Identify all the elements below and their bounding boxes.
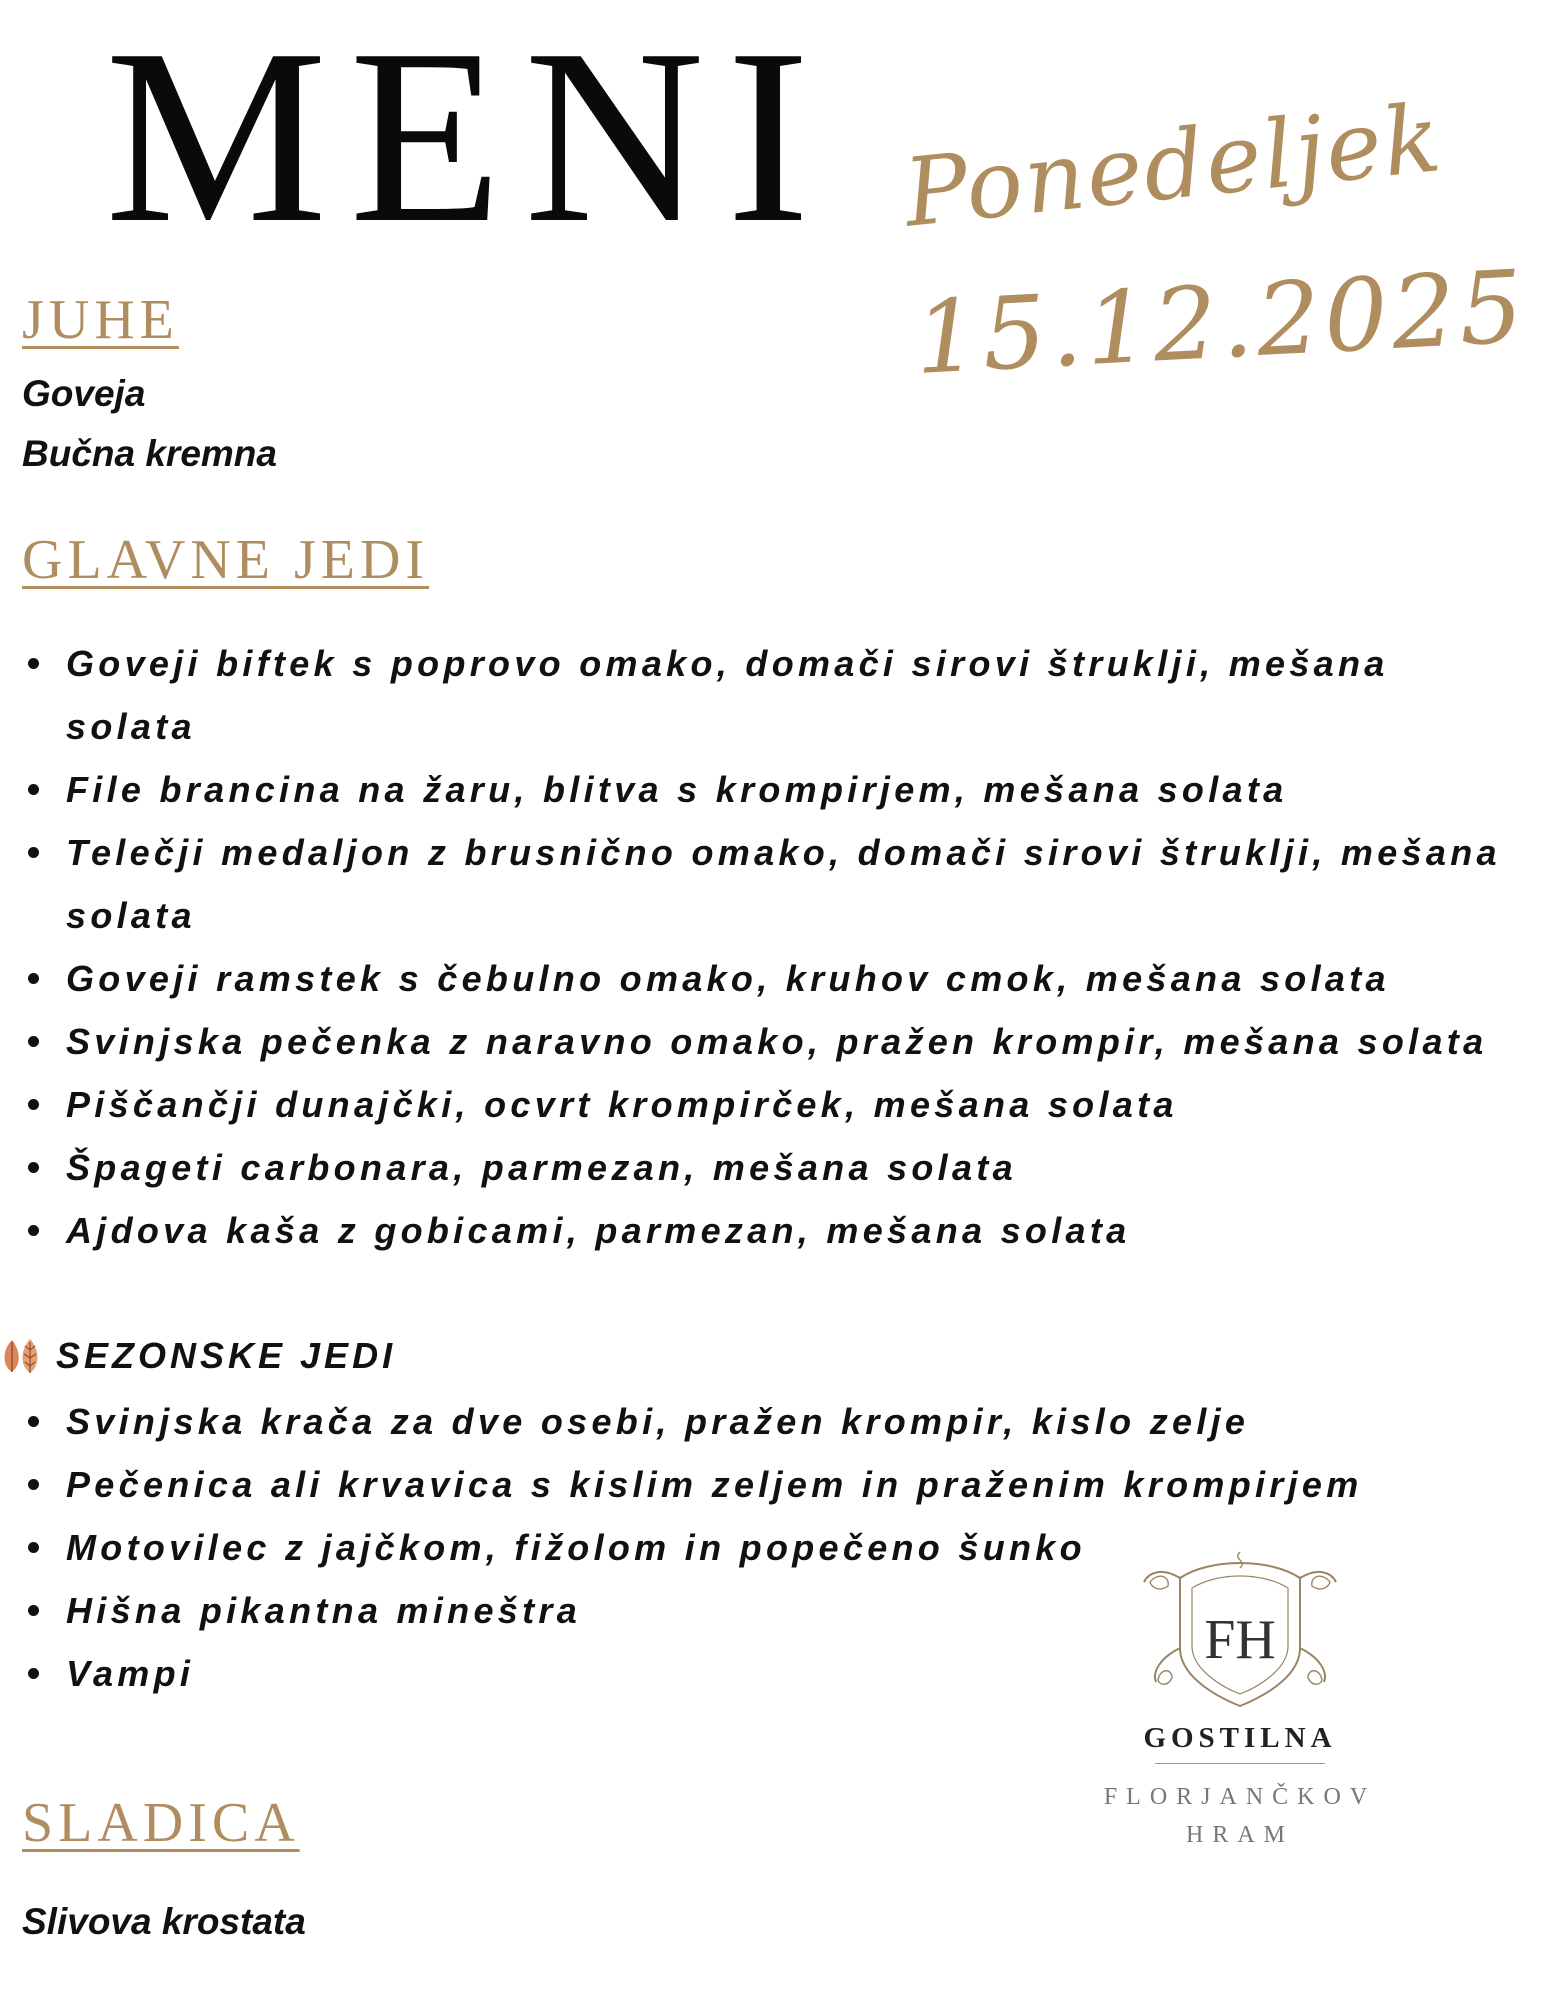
list-item bbox=[22, 1199, 1532, 1262]
dish-text: Svinjska pečenka z naravno omako, pražen krompir, mešana solata bbox=[66, 1021, 1488, 1062]
logo-name: GOSTILNA bbox=[1143, 1722, 1337, 1754]
list-item bbox=[22, 1010, 1532, 1073]
bullet-icon bbox=[28, 1605, 39, 1616]
dish-text: Vampi bbox=[66, 1653, 195, 1694]
dish-text: Ajdova kaša z gobicami, parmezan, mešana solata bbox=[66, 1210, 1131, 1251]
dish-text: Goveji ramstek s čebulno omako, kruhov cmok, mešana solata bbox=[66, 958, 1390, 999]
list-item bbox=[22, 1390, 1532, 1453]
mains-list bbox=[22, 632, 1532, 1262]
bullet-icon bbox=[28, 784, 39, 795]
autumn-leaf-icon bbox=[0, 1336, 46, 1376]
crest-icon bbox=[1140, 1548, 1340, 1718]
dish-text: Svinjska krača za dve osebi, pražen krompir, kislo zelje bbox=[66, 1401, 1250, 1442]
seasonal-heading: SEZONSKE JEDI bbox=[56, 1335, 397, 1376]
mains-heading: GLAVNE JEDI bbox=[22, 529, 430, 591]
dish-text: Piščančji dunajčki, ocvrt krompirček, mešana solata bbox=[66, 1084, 1178, 1125]
list-item bbox=[22, 947, 1532, 1010]
dish-text: File brancina na žaru, blitva s krompirjem, mešana solata bbox=[66, 769, 1288, 810]
bullet-icon bbox=[28, 1162, 39, 1173]
dish-text: Pečenica ali krvavica s kislim zeljem in praženim krompirjem bbox=[66, 1464, 1363, 1505]
bullet-icon bbox=[28, 973, 39, 984]
soup-item: Bučna kremna bbox=[22, 433, 277, 474]
list-item bbox=[22, 1073, 1532, 1136]
dish-text: Goveji biftek s poprovo omako, domači sirovi štruklji, mešana solata bbox=[66, 643, 1389, 747]
bullet-icon bbox=[28, 1542, 39, 1553]
logo-monogram: FH bbox=[1204, 1609, 1276, 1671]
bullet-icon bbox=[28, 1225, 39, 1236]
seasonal-heading-row bbox=[0, 1335, 396, 1377]
dish-text: Špageti carbonara, parmezan, mešana solata bbox=[66, 1147, 1017, 1188]
dish-text: Hišna pikantna mineštra bbox=[66, 1590, 582, 1631]
restaurant-logo bbox=[1050, 1548, 1430, 1868]
dessert-heading: SLADICA bbox=[22, 1792, 300, 1854]
bullet-icon bbox=[28, 1416, 39, 1427]
bullet-icon bbox=[28, 1099, 39, 1110]
logo-line2: HRAM bbox=[1185, 1822, 1294, 1848]
menu-date: 15.12.2025 bbox=[911, 248, 1530, 397]
dish-text: Telečji medaljon z brusnično omako, domači sirovi štruklji, mešana solata bbox=[66, 832, 1501, 936]
list-item bbox=[22, 1136, 1532, 1199]
list-item bbox=[22, 821, 1545, 947]
dish-text: Motovilec z jajčkom, fižolom in popečeno šunko bbox=[66, 1527, 1086, 1568]
dessert-item: Slivova krostata bbox=[22, 1901, 306, 1942]
bullet-icon bbox=[28, 1036, 39, 1047]
bullet-icon bbox=[28, 1479, 39, 1490]
list-item bbox=[22, 758, 1532, 821]
menu-day: Ponedeljek bbox=[899, 83, 1448, 249]
bullet-icon bbox=[28, 658, 39, 669]
soups-heading: JUHE bbox=[22, 289, 179, 351]
list-item bbox=[22, 632, 1446, 758]
soup-item: Goveja bbox=[22, 373, 146, 414]
logo-line1: FLORJANČKOV bbox=[1103, 1784, 1377, 1810]
menu-title: MENI bbox=[105, 0, 832, 275]
bullet-icon bbox=[28, 1668, 39, 1679]
list-item bbox=[22, 1453, 1532, 1516]
bullet-icon bbox=[28, 847, 39, 858]
logo-divider bbox=[1155, 1763, 1325, 1764]
